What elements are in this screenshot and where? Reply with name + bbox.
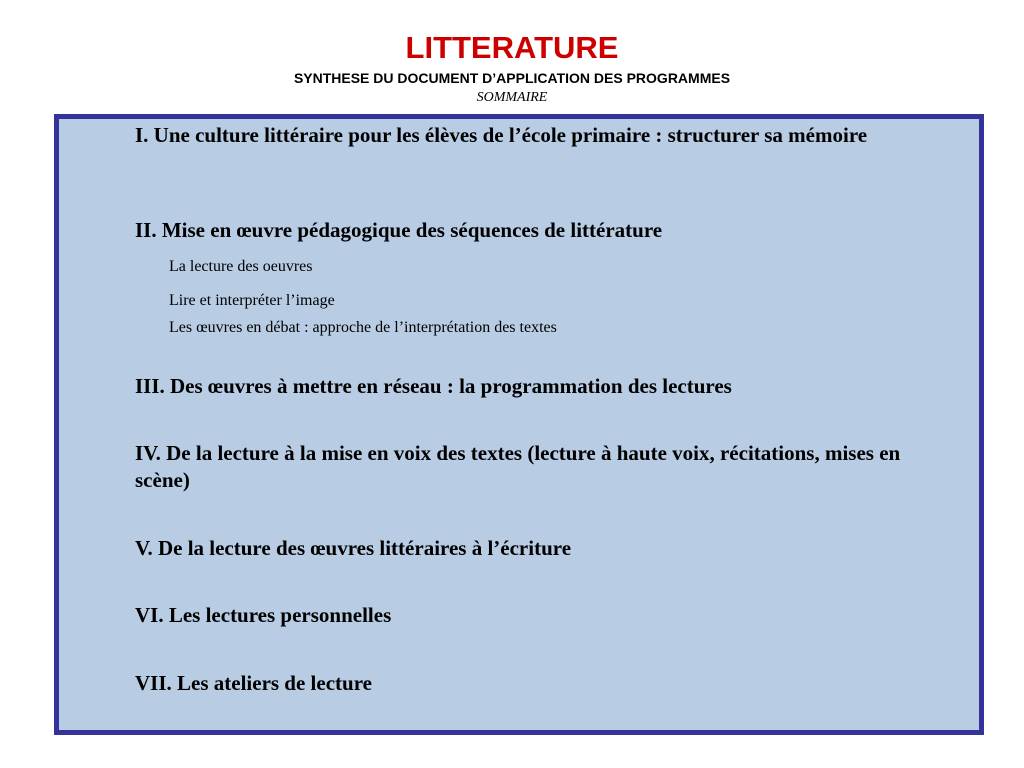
section-1: I. Une culture littéraire pour les élèves de l’école primaire : structurer sa mémoire — [135, 123, 868, 147]
summary-heading: SOMMAIRE — [476, 90, 548, 105]
summary-box — [54, 114, 984, 735]
page-title: LITTERATURE — [405, 30, 619, 65]
section-3: III. Des œuvres à mettre en réseau : la programmation des lectures — [135, 374, 732, 398]
section-6: VI. Les lectures personnelles — [135, 603, 392, 627]
page-subtitle: SYNTHESE DU DOCUMENT D’APPLICATION DES PROGRAMMES — [293, 70, 731, 86]
section-2-subitem-2: Lire et interpréter l’image — [169, 292, 335, 309]
section-4: IV. De la lecture à la mise en voix des textes (lecture à haute voix, récitations, mises en scène) — [135, 441, 901, 492]
section-2-subitem-3: Les œuvres en débat : approche de l’interprétation des textes — [169, 319, 557, 336]
section-7: VII. Les ateliers de lecture — [135, 671, 372, 695]
section-2: II. Mise en œuvre pédagogique des séquences de littérature — [135, 218, 663, 242]
section-2-subitem-1: La lecture des oeuvres — [169, 258, 313, 275]
section-5: V. De la lecture des œuvres littéraires à l’écriture — [135, 536, 572, 560]
